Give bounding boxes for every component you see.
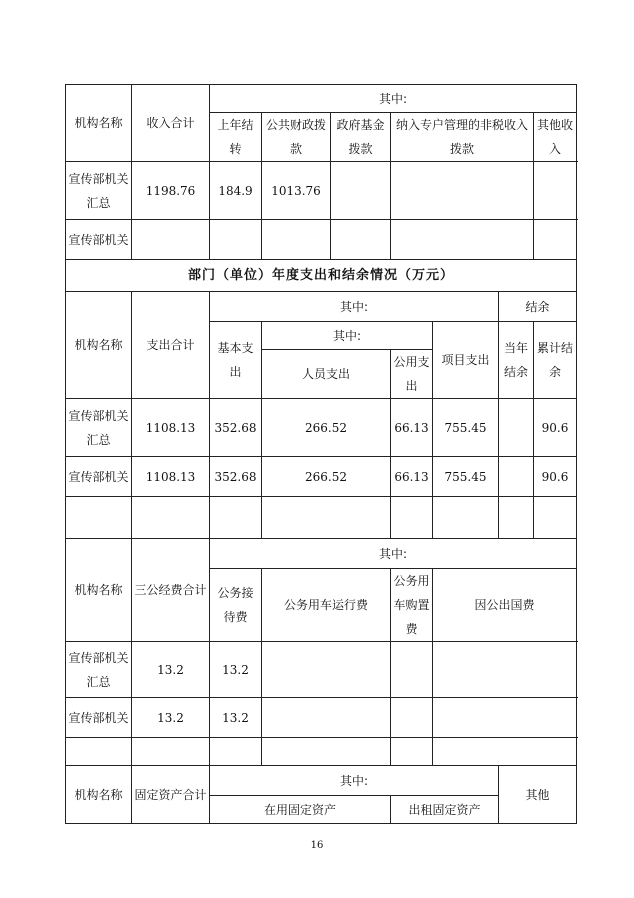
expense-row-total: 1108.13 xyxy=(132,457,210,497)
three-public-row-org: 宣传部机关 xyxy=(66,698,132,738)
income-other-header: 其他收入 xyxy=(534,113,577,162)
table-row xyxy=(66,457,577,497)
income-public-fiscal-header: 公共财政拨款 xyxy=(262,113,331,162)
expense-row-current-year xyxy=(499,399,534,457)
expense-public-use-header: 公用支出 xyxy=(391,350,433,399)
expense-current-year-header: 当年结余 xyxy=(499,322,534,399)
three-public-org-header: 机构名称 xyxy=(66,539,132,642)
table-row-empty xyxy=(66,738,577,766)
table-row xyxy=(66,642,577,698)
expense-row-org: 宣传部机关 xyxy=(66,457,132,497)
income-row-public-fiscal xyxy=(262,220,331,260)
expense-row-basic: 352.68 xyxy=(210,457,262,497)
expense-row-org: 宣传部机关汇总 xyxy=(66,399,132,457)
income-of-which-header: 其中: xyxy=(210,85,577,113)
income-special-account-header: 纳入专户管理的非税收入拨款 xyxy=(391,113,534,162)
three-public-reception-header: 公务接待费 xyxy=(210,569,262,642)
income-row-total xyxy=(132,220,210,260)
expense-of-which-header: 其中: xyxy=(210,292,499,322)
three-public-total-header: 三公经费合计 xyxy=(132,539,210,642)
fixed-assets-leased-header: 出租固定资产 xyxy=(391,796,499,824)
expense-row-public-use: 66.13 xyxy=(391,399,433,457)
fixed-assets-org-header: 机构名称 xyxy=(66,766,132,824)
three-public-vehicle-operation-header: 公务用车运行费 xyxy=(262,569,391,642)
page-number: 16 xyxy=(310,840,324,851)
three-public-row-reception: 13.2 xyxy=(210,698,262,738)
fixed-assets-total-header: 固定资产合计 xyxy=(132,766,210,824)
income-row-carryover: 184.9 xyxy=(210,162,262,220)
expense-row-basic: 352.68 xyxy=(210,399,262,457)
expense-row-project: 755.45 xyxy=(433,457,499,497)
expense-row-public-use: 66.13 xyxy=(391,457,433,497)
three-public-vehicle-purchase-header: 公务用车购置费 xyxy=(391,569,433,642)
expense-org-header: 机构名称 xyxy=(66,292,132,399)
expense-row-cumulative: 90.6 xyxy=(534,399,577,457)
income-row-other xyxy=(534,162,577,220)
income-row-other xyxy=(534,220,577,260)
income-carryover-header: 上年结转 xyxy=(210,113,262,162)
finance-table xyxy=(65,84,577,824)
three-public-row-vehicle-purchase xyxy=(391,698,433,738)
fixed-assets-other-header: 其他 xyxy=(499,766,577,824)
income-total-header: 收入合计 xyxy=(132,85,210,162)
expense-row-total: 1108.13 xyxy=(132,399,210,457)
income-org-header: 机构名称 xyxy=(66,85,132,162)
expense-row-personnel: 266.52 xyxy=(262,457,391,497)
three-public-row-vehicle-purchase xyxy=(391,642,433,698)
income-row-total: 1198.76 xyxy=(132,162,210,220)
income-gov-fund-header: 政府基金拨款 xyxy=(331,113,391,162)
three-public-of-which-header: 其中: xyxy=(210,539,577,569)
fixed-assets-of-which-header: 其中: xyxy=(210,766,499,796)
finance-table-frame xyxy=(65,84,576,824)
expense-row-cumulative: 90.6 xyxy=(534,457,577,497)
expense-row-personnel: 266.52 xyxy=(262,399,391,457)
three-public-row-org: 宣传部机关汇总 xyxy=(66,642,132,698)
table-row xyxy=(66,399,577,457)
three-public-row-overseas xyxy=(433,698,577,738)
income-row-special-account xyxy=(391,162,534,220)
table-row-empty xyxy=(66,497,577,539)
expense-cumulative-header: 累计结余 xyxy=(534,322,577,399)
table-row xyxy=(66,220,577,260)
table-row xyxy=(66,698,577,738)
expense-project-header: 项目支出 xyxy=(433,322,499,399)
income-row-org: 宣传部机关 xyxy=(66,220,132,260)
expense-section-title: 部门（单位）年度支出和结余情况（万元） xyxy=(66,260,577,292)
income-row-gov-fund xyxy=(331,162,391,220)
income-row-public-fiscal: 1013.76 xyxy=(262,162,331,220)
three-public-row-vehicle-operation xyxy=(262,698,391,738)
expense-personnel-header: 人员支出 xyxy=(262,350,391,399)
three-public-overseas-header: 因公出国费 xyxy=(433,569,577,642)
three-public-row-overseas xyxy=(433,642,577,698)
three-public-row-total: 13.2 xyxy=(132,642,210,698)
income-row-org: 宣传部机关汇总 xyxy=(66,162,132,220)
three-public-row-reception: 13.2 xyxy=(210,642,262,698)
table-row xyxy=(66,162,577,220)
fixed-assets-in-use-header: 在用固定资产 xyxy=(210,796,391,824)
expense-total-header: 支出合计 xyxy=(132,292,210,399)
income-row-gov-fund xyxy=(331,220,391,260)
expense-row-project: 755.45 xyxy=(433,399,499,457)
income-row-special-account xyxy=(391,220,534,260)
expense-basic-header: 基本支出 xyxy=(210,322,262,399)
three-public-row-total: 13.2 xyxy=(132,698,210,738)
three-public-row-vehicle-operation xyxy=(262,642,391,698)
income-row-carryover xyxy=(210,220,262,260)
expense-row-current-year xyxy=(499,457,534,497)
expense-balance-header: 结余 xyxy=(499,292,577,322)
expense-inner-of-which-header: 其中: xyxy=(262,322,433,350)
